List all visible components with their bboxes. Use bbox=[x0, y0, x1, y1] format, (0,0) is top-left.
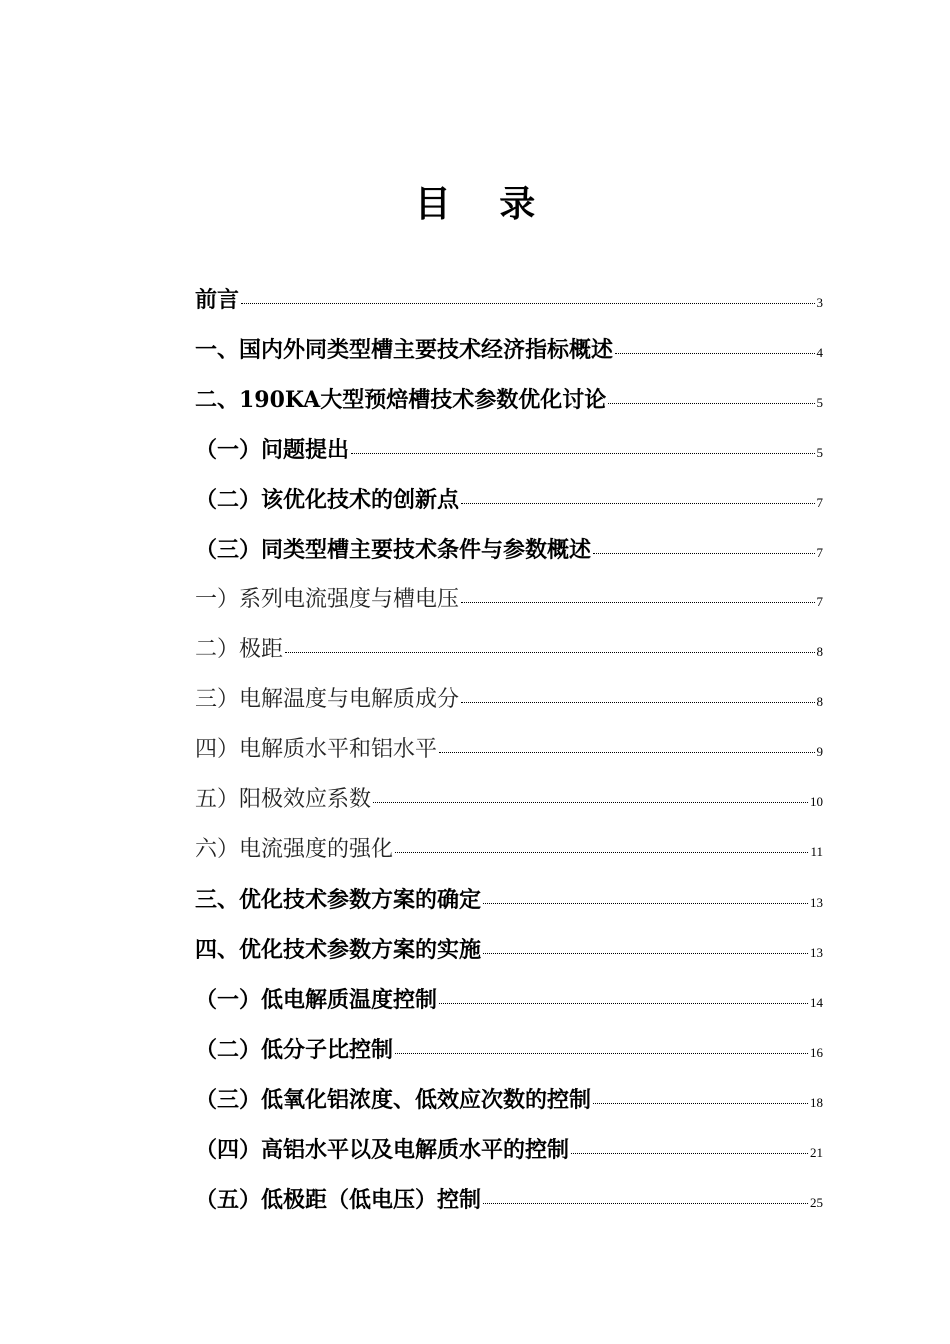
toc-dot-leader bbox=[395, 1053, 808, 1054]
toc-page-number: 5 bbox=[816, 395, 823, 410]
toc-entry[interactable] bbox=[195, 1134, 823, 1184]
toc-entry-label: 二）极距 bbox=[195, 637, 284, 662]
toc-page-number: 7 bbox=[816, 545, 823, 560]
toc-entry-label: （三）低氧化铝浓度、低效应次数的控制 bbox=[195, 1087, 592, 1113]
toc-page-number: 13 bbox=[810, 945, 823, 960]
toc-entry-label: （二）低分子比控制 bbox=[195, 1037, 394, 1063]
toc-page-number: 16 bbox=[810, 1045, 823, 1060]
toc-dot-leader bbox=[593, 1103, 808, 1104]
toc-dot-leader bbox=[461, 702, 814, 703]
toc-entry[interactable] bbox=[195, 384, 823, 434]
toc-dot-leader bbox=[593, 553, 814, 554]
toc-entry-label: （二）该优化技术的创新点 bbox=[195, 487, 460, 513]
toc-entry-label: （四）高铝水平以及电解质水平的控制 bbox=[195, 1137, 570, 1163]
toc-entry-label: 三、优化技术参数方案的确定 bbox=[195, 887, 482, 913]
toc-page-number: 11 bbox=[810, 844, 823, 859]
toc-dot-leader bbox=[351, 453, 814, 454]
toc-page-number: 10 bbox=[810, 794, 823, 809]
toc-dot-leader bbox=[483, 953, 808, 954]
toc-dot-leader bbox=[395, 852, 808, 853]
toc-entry-label: 四、优化技术参数方案的实施 bbox=[195, 937, 482, 963]
page-title: 目 录 bbox=[414, 183, 554, 225]
toc-entry[interactable] bbox=[195, 584, 823, 634]
toc-entry[interactable] bbox=[195, 334, 823, 384]
toc-dot-leader bbox=[373, 802, 808, 803]
toc-page-number: 3 bbox=[816, 295, 823, 310]
toc-dot-leader bbox=[439, 752, 814, 753]
toc-entry[interactable] bbox=[195, 684, 823, 734]
table-of-contents bbox=[195, 284, 823, 1234]
toc-dot-leader bbox=[285, 652, 814, 653]
toc-page-number: 9 bbox=[816, 744, 823, 759]
toc-dot-leader bbox=[461, 503, 814, 504]
toc-entry[interactable] bbox=[195, 884, 823, 934]
toc-entry-label: 六）电流强度的强化 bbox=[195, 837, 394, 862]
toc-entry[interactable] bbox=[195, 1034, 823, 1084]
toc-page-number: 14 bbox=[810, 995, 823, 1010]
toc-entry-label: 五）阳极效应系数 bbox=[195, 787, 372, 812]
toc-entry-label: 三）电解温度与电解质成分 bbox=[195, 687, 460, 712]
toc-page-number: 5 bbox=[816, 445, 823, 460]
toc-entry[interactable] bbox=[195, 1184, 823, 1234]
toc-entry[interactable] bbox=[195, 434, 823, 484]
toc-page-number: 18 bbox=[810, 1095, 823, 1110]
toc-page-number: 4 bbox=[816, 345, 823, 360]
toc-entry-label: 一、国内外同类型槽主要技术经济指标概述 bbox=[195, 337, 614, 363]
toc-page-number: 7 bbox=[816, 495, 823, 510]
toc-dot-leader bbox=[615, 353, 814, 354]
toc-entry[interactable] bbox=[195, 934, 823, 984]
toc-entry-label: 前言 bbox=[195, 287, 240, 313]
toc-entry-label: （五）低极距（低电压）控制 bbox=[195, 1187, 482, 1213]
toc-entry-label: 一）系列电流强度与槽电压 bbox=[195, 587, 460, 612]
toc-dot-leader bbox=[483, 1203, 808, 1204]
toc-page-number: 25 bbox=[810, 1195, 823, 1210]
toc-dot-leader bbox=[608, 403, 814, 404]
toc-page-number: 13 bbox=[810, 895, 823, 910]
toc-entry[interactable] bbox=[195, 284, 823, 334]
toc-entry[interactable] bbox=[195, 834, 823, 884]
toc-entry[interactable] bbox=[195, 484, 823, 534]
toc-entry-label: （一）问题提出 bbox=[195, 437, 350, 463]
toc-entry-label: 四）电解质水平和铝水平 bbox=[195, 737, 438, 762]
toc-entry[interactable] bbox=[195, 534, 823, 584]
toc-page-number: 21 bbox=[810, 1145, 823, 1160]
toc-dot-leader bbox=[483, 903, 808, 904]
toc-entry[interactable] bbox=[195, 784, 823, 834]
toc-page-number: 8 bbox=[816, 644, 823, 659]
toc-dot-leader bbox=[461, 602, 814, 603]
toc-dot-leader bbox=[439, 1003, 808, 1004]
toc-dot-leader bbox=[241, 303, 814, 304]
toc-page-number: 7 bbox=[816, 594, 823, 609]
toc-entry-label: 二、190KA大型预焙槽技术参数优化讨论 bbox=[195, 387, 607, 413]
toc-entry[interactable] bbox=[195, 1084, 823, 1134]
toc-entry-label: （一）低电解质温度控制 bbox=[195, 987, 438, 1013]
toc-entry[interactable] bbox=[195, 984, 823, 1034]
toc-entry[interactable] bbox=[195, 634, 823, 684]
toc-page-number: 8 bbox=[816, 694, 823, 709]
toc-entry-label: （三）同类型槽主要技术条件与参数概述 bbox=[195, 537, 592, 563]
toc-dot-leader bbox=[571, 1153, 808, 1154]
toc-entry[interactable] bbox=[195, 734, 823, 784]
